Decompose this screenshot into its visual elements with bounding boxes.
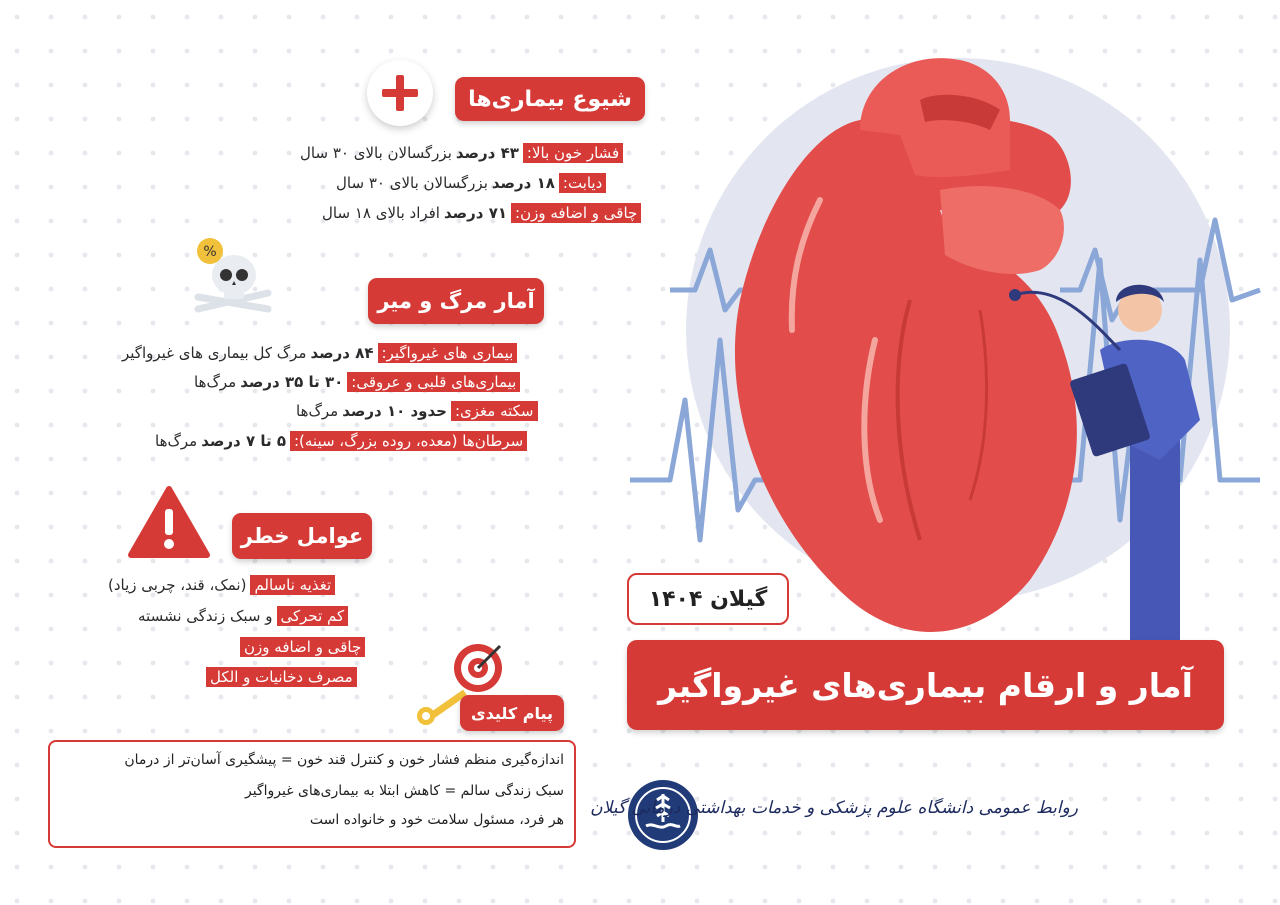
main-title: آمار و ارقام بیماری‌های غیرواگیر bbox=[627, 640, 1224, 730]
skull-icon bbox=[192, 235, 274, 315]
prevalence-row-2: دیابت: ۱۸ درصد بزرگسالان بالای ۳۰ سال bbox=[336, 173, 606, 193]
footer-text: روابط عمومی دانشگاه علوم پزشکی و خدمات بهداشتی درمانی گیلان bbox=[590, 798, 1078, 818]
key-line-3: هر فرد، مسئول سلامت خود و خانواده است bbox=[309, 812, 564, 828]
plus-icon bbox=[367, 60, 433, 126]
prevalence-row-3: چاقی و اضافه وزن: ۷۱ درصد افراد بالای ۱۸ سال bbox=[322, 203, 641, 223]
mortality-title: آمار مرگ و میر bbox=[368, 278, 544, 324]
risk-row-4: مصرف دخانیات و الکل bbox=[206, 667, 357, 687]
mortality-row-3: سکته مغزی: حدود ۱۰ درصد مرگ‌ها bbox=[296, 401, 538, 421]
key-line-2: سبک زندگی سالم = کاهش ابتلا به بیماری‌های غیرواگیر bbox=[244, 783, 564, 799]
risk-row-3: چاقی و اضافه وزن bbox=[240, 637, 365, 657]
risk-row-2: کم تحرکی و سبک زندگی نشسته bbox=[138, 606, 348, 626]
key-message-box bbox=[48, 740, 576, 848]
prevalence-title: شیوع بیماری‌ها bbox=[455, 77, 645, 121]
mortality-row-1: بیماری های غیرواگیر: ۸۴ درصد مرگ کل بیماری های غیرواگیر bbox=[122, 343, 517, 363]
svg-text:%: % bbox=[203, 244, 217, 260]
warning-icon bbox=[127, 485, 211, 561]
key-line-1: اندازه‌گیری منظم فشار خون و کنترل قند خون = پیشگیری آسان‌تر از درمان bbox=[124, 752, 564, 768]
mortality-row-2: بیماری‌های قلبی و عروقی: ۳۰ تا ۳۵ درصد مرگ‌ها bbox=[194, 372, 520, 392]
mortality-row-4: سرطان‌ها (معده، روده بزرگ، سینه): ۵ تا ۷ درصد مرگ‌ها bbox=[155, 431, 527, 451]
key-title: پیام کلیدی bbox=[460, 695, 564, 731]
risk-row-1: تغذیه ناسالم (نمک، قند، چربی زیاد) bbox=[108, 575, 335, 595]
region-badge: گیلان ۱۴۰۴ bbox=[627, 573, 789, 625]
heart-body bbox=[735, 110, 1077, 632]
prevalence-row-1: فشار خون بالا: ۴۳ درصد بزرگسالان بالای ۳۰ سال bbox=[300, 143, 623, 163]
risk-title: عوامل خطر bbox=[232, 513, 372, 559]
heart-illustration bbox=[560, 40, 1280, 660]
